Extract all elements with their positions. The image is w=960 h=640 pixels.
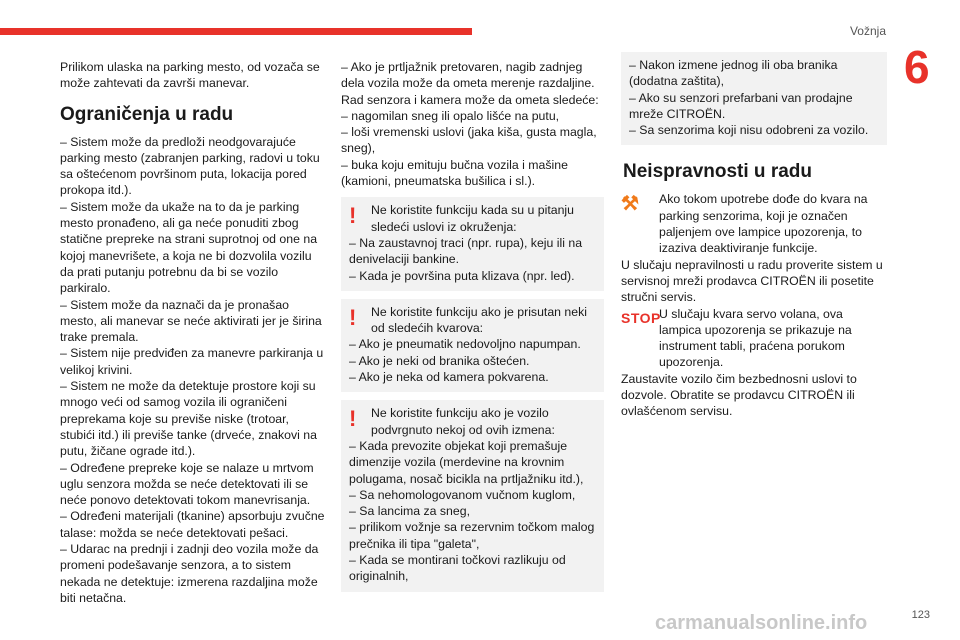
- list-item: – nagomilan sneg ili opalo lišće na putu,: [341, 108, 560, 123]
- exclamation-icon: !: [349, 406, 357, 432]
- list-item: – Ako je neka od kamera pokvarena.: [349, 370, 549, 385]
- info-box-continued: [621, 52, 887, 145]
- list-item: – Ako su senzori prefarbani van prodajne mreže CITROËN.: [629, 90, 853, 121]
- warning-box-environment: [341, 197, 604, 290]
- column-2: [341, 59, 606, 598]
- list-item: – Ako je prtljažnik pretovaren, nagib zadnjeg dela vozila može da ometa merenje razdaljine.: [341, 60, 595, 91]
- paragraph: U slučaju nepravilnosti u radu proverite sistem u servisnoj mreži prodavca CITROËN ili posetite stručni servis.: [621, 257, 883, 305]
- list-item: – Određeni materijali (tkanine) apsorbuju zvučne talase: možda se neće detektovati pešaci.: [60, 509, 325, 540]
- exclamation-icon: !: [349, 203, 357, 229]
- list-item: – Sistem može da predloži neodgovarajuće parking mesto (zabranjen parking, radovi u toku sa oštećenom površinom puta, lokacija pored prokopa itd.).: [60, 134, 320, 198]
- list-item: – Udarac na prednji i zadnji deo vozila može da promeni podešavanje senzora, a to sistem nekada ne detektuje: izmerena razdaljina može biti netačna.: [60, 542, 319, 605]
- header-accent-bar: [0, 28, 472, 35]
- list-item: – Sa lancima za sneg,: [349, 504, 470, 519]
- list-item: – buka koju emituju bučna vozila i mašine (kamioni, pneumatska bušilica i sl.).: [341, 157, 568, 189]
- list-item: – prilikom vožnje sa rezervnim točkom malog prečnika ili tipa "galeta",: [349, 520, 595, 551]
- list-item: – Ako je neki od branika oštećen.: [349, 353, 530, 368]
- list-item: – Kada se montirani točkovi razlikuju od originalnih,: [349, 553, 566, 584]
- list-item: – Sa senzorima koji nisu odobreni za vozilo.: [629, 123, 869, 138]
- list-item: – Kada prevozite objekat koji premašuje dimenzije vozila (merdevine na krovnim polugama, nosač bicikla na prtljažniku itd.),: [349, 438, 584, 486]
- fault-text: Ako tokom upotrebe dođe do kvara na parking senzorima, koji je označen paljenjem ove lampice upozorenja, to izaziva deaktiviranje funkcije.: [659, 192, 868, 256]
- warning-heading: Ne koristite funkciju kada su u pitanju sledeći uslovi iz okruženja:: [371, 203, 575, 234]
- warning-box-faults: [341, 299, 604, 392]
- warning-heading: Ne koristite funkciju ako je prisutan neki od sledećih kvarova:: [371, 304, 587, 336]
- list-item: – loši vremenski uslovi (jaka kiša, gusta magla, sneg),: [341, 125, 597, 156]
- paragraph: Zaustavite vozilo čim bezbednosni uslovi to dozvole. Obratite se prodavcu CITROËN ili ovlašćenom servisu.: [621, 371, 857, 419]
- fault-text: U slučaju kvara servo volana, ova lampica upozorenja se prikazuje na instrument tabli, praćena porukom upozorenja.: [659, 306, 852, 370]
- exclamation-icon: !: [349, 304, 357, 330]
- fault-power-steering: [621, 306, 887, 371]
- warning-heading: Ne koristite funkciju ako je vozilo podvrgnuto nekoj od ovih izmena:: [371, 406, 555, 437]
- chapter-number: 6: [904, 41, 930, 93]
- list-item: – Sistem može da naznači da je pronašao mesto, ali manevar se neće aktivirati jer je širina trake premala.: [60, 297, 322, 345]
- list-item: – Određene prepreke koje se nalaze u mrtvom uglu senzora možda se neće detektovati ili se neće ponovo detektovati tokom manevrisanja.: [60, 460, 314, 508]
- column-3: [621, 52, 887, 420]
- list-item: – Nakon izmene jednog ili oba branika (dodatna zaštita),: [629, 58, 838, 89]
- warning-box-modifications: [341, 400, 604, 591]
- page-number: 123: [911, 609, 930, 621]
- list-item: – Na zaustavnoj traci (npr. rupa), keju ili na denivelaciji bankine.: [349, 235, 583, 267]
- list-item: – Sa nehomologovanom vučnom kuglom,: [349, 487, 576, 502]
- stop-warning-icon: STOP: [621, 309, 661, 326]
- list-item: – Ako je pneumatik nedovoljno napumpan.: [349, 337, 581, 352]
- wrench-icon: ⚒: [621, 193, 639, 216]
- list-item: – Sistem nije predviđen za manevre parkiranja u velikoj krivini.: [60, 346, 324, 377]
- watermark: carmanualsonline.info: [655, 612, 868, 634]
- heading-faults: Neispravnosti u radu: [623, 161, 812, 183]
- list-item: – Sistem može da ukaže na to da je parking mesto pronađeno, ali ga neće ponuditi zbog statične prepreke na strani suprotnoj od one na kojoj manevrišete, a koja ne bi dozvolila vozilu da prati putanju potrebnu da bi se vozilo parkiralo.: [60, 199, 318, 296]
- intro-text: Prilikom ulaska na parking mesto, od vozača se može zahtevati da završi manevar.: [60, 60, 320, 91]
- section-title: Vožnja: [849, 24, 886, 38]
- list-item: – Kada je površina puta klizava (npr. led).: [349, 268, 575, 283]
- fault-parking-sensors: [621, 191, 887, 256]
- column-1: [60, 59, 325, 606]
- paragraph: Rad senzora i kamera može da ometa sledeće:: [341, 92, 599, 107]
- heading-limitations: Ograničenja u radu: [60, 103, 234, 125]
- list-item: – Sistem ne može da detektuje prostore koji su mnogo veći od samog vozila ili ograničeni preprekama koje su previše niske (trotoar, stubići itd.) ili previše tanke (drveće, znakovi na putu, žičane ograde itd.).: [60, 379, 317, 459]
